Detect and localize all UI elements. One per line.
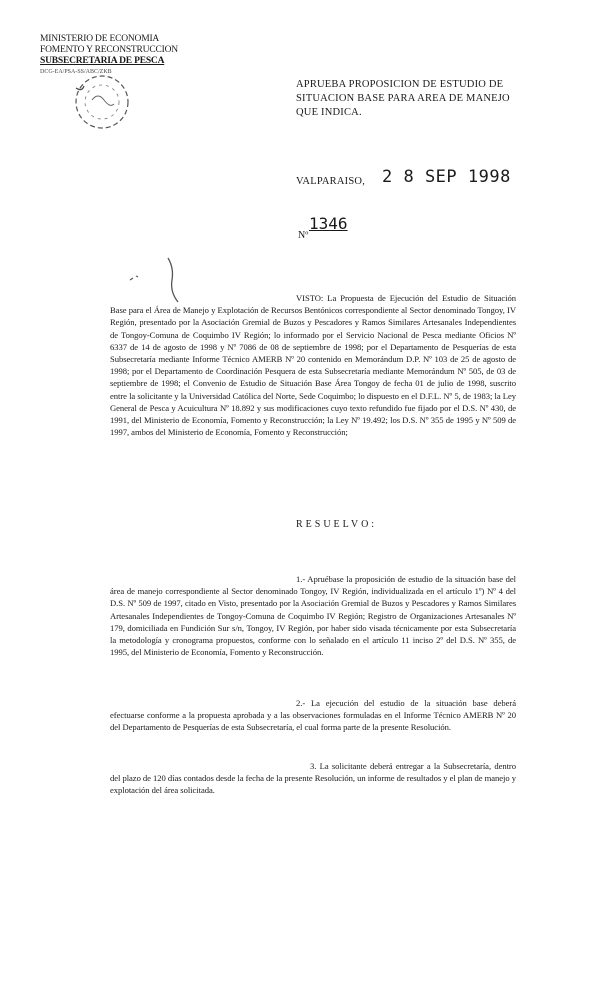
resolution-number: 1346 xyxy=(309,214,348,233)
visto-text: VISTO: La Propuesta de Ejecución del Estudio de Situación Base para el Área de Manejo y Explotación de Recursos Bentónicos correspondiente al Sector denominado Tongoy, IV Región, presentado por la Asociación Gremial de Buzos y Pescadores y Ramos Similares Artesanales Independientes de Tongoy-Comuna de Coquimbo IV Región; lo informado por el Servicio Nacional de Pesca mediante Oficios Nº 6337 de 14 de agosto de 1998 y Nº 7086 de 08 de septiembre de 1998; por el Departamento de Pesquerías de esta Subsecretaría mediante Informe Técnico AMERB Nº 20 contenido en Memorándum D.P. Nº 103 de 25 de agosto de 1998; por el Departamento de Coordinación Pesquera de esta Subsecretaría mediante Memorándum Nº 505, de 03 de septiembre de 1998; el Convenio de Estudio de Situación Base Área Tongoy de fecha 01 de julio de 1998, suscrito entre la solicitante y la Universidad Católica del Norte, Sede Coquimbo; lo dispuesto en el D.F.L. Nº 5, de 1983; la Ley General de Pesca y Acuicultura Nº 18.892 y sus modificaciones cuyo texto refundido fue fijado por el D.S. Nº 430, de 1991, del Ministerio de Economía, Fomento y Reconstrucción; la Ley Nº 19.492; los D.S. Nº 355 de 1995 y Nº 509 de 1997, ambos del Ministerio de Economía, Fomento y Reconstrucción; xyxy=(110,293,516,438)
resolution-item-3 xyxy=(110,760,516,797)
resolution-item-text: 3. La solicitante deberá entregar a la Subsecretaría, dentro del plazo de 120 días contados desde la fecha de la presente Resolución, un informe de resultados y el plan de manejo y explotación del área solicitada. xyxy=(110,761,516,796)
resuelvo-heading: RESUELVO: xyxy=(296,519,378,530)
official-stamp-icon xyxy=(70,70,134,134)
visto-paragraph xyxy=(110,292,516,438)
resolution-item-2 xyxy=(110,697,516,734)
resolution-item-text: 1.- Apruébase la proposición de estudio de la situación base del área de manejo correspondiente al Sector denominado Tongoy, IV Región, individualizada en el artículo 1º) Nº 4 del D.S. Nº 509 de 1997, citado en Visto, presentado por la Asociación Gremial de Buzos y Pescadores y Ramos Similares Artesanales Independientes de Tongoy-Comuna de Coquimbo IV Región; Registro de Organizaciones Artesanales Nº 179, domiciliada en Fundición Sur s/n, Tongoy, IV Región, por haber sido visada técnicamente por esta Subsecretaría la metodología y cronograma propuestos, conforme con lo señalado en el artículo 11 inciso 2º del D.S. Nº 355, de 1995, del Ministerio de Economía, Fomento y Reconstrucción. xyxy=(110,574,516,658)
letterhead-ministry-2: FOMENTO Y RECONSTRUCCION xyxy=(40,45,178,55)
place: VALPARAISO, xyxy=(296,176,366,187)
letterhead-subsecretaria: SUBSECRETARIA DE PESCA xyxy=(40,56,165,66)
letterhead-reference: DCG-EA/PSA-SS/ABC/ZKB xyxy=(40,69,112,75)
resolution-item-1 xyxy=(110,573,516,658)
subject-line-3: QUE INDICA. xyxy=(296,107,362,118)
letterhead-ministry: MINISTERIO DE ECONOMIA xyxy=(40,34,160,44)
subject-line-1: APRUEBA PROPOSICION DE ESTUDIO DE xyxy=(296,79,504,90)
date-stamp: 2 8 SEP 1998 xyxy=(382,167,511,187)
subject-line-2: SITUACION BASE PARA AREA DE MANEJO xyxy=(296,93,510,104)
subject-heading xyxy=(296,78,536,120)
resolution-item-text: 2.- La ejecución del estudio de la situación base deberá efectuarse conforme a la propuesta aprobada y a las observaciones formuladas en el Informe Técnico AMERB Nº 20 del Departamento de Pesquerías de esta Subsecretaría, el cual forma parte de la presente Resolución. xyxy=(110,698,516,733)
resolution-number-label: Nº xyxy=(298,230,309,241)
